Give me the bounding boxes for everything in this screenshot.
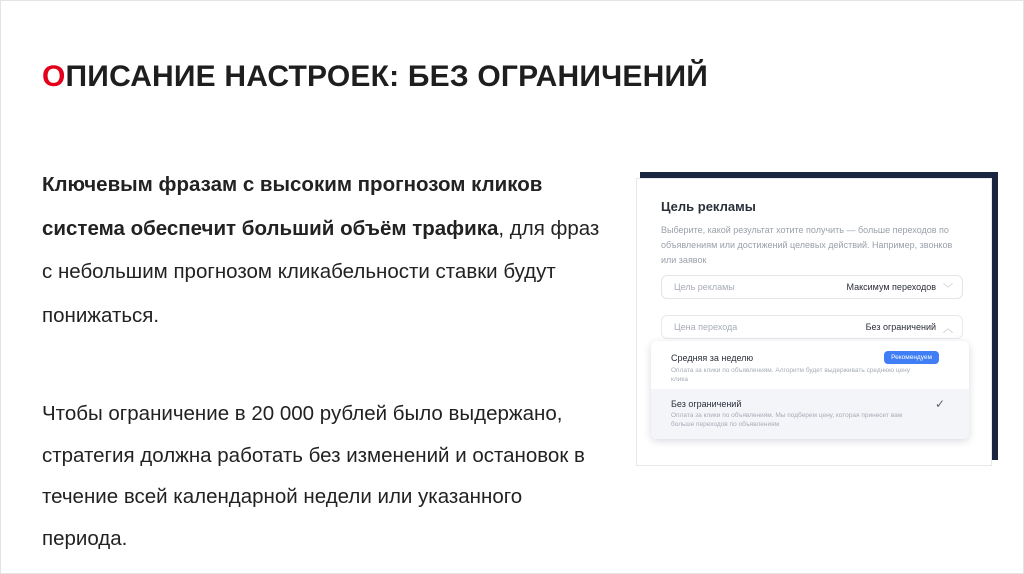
option-description: Оплата за клики по объявлениям. Мы подберем цену, которая принесет вам больше переходов по объявлениям	[671, 412, 903, 428]
title-text: ПИСАНИЕ НАСТРОЕК: БЕЗ ОГРАНИЧЕНИЙ	[65, 60, 709, 93]
slide-title	[42, 60, 708, 94]
ad-goal-screenshot	[636, 178, 992, 466]
option-description: Оплата за клики по объявлениям. Алгоритм будет выдерживать среднюю цену клика	[671, 367, 910, 383]
screenshot-description: Выберите, какой результат хотите получить — больше переходов по объявлениям или достижений целевых действий. Например, звонков или заявок	[661, 225, 953, 265]
goal-select-label: Цель рекламы	[674, 282, 735, 292]
recommended-badge: Рекомендуем	[884, 351, 939, 364]
chevron-up-icon: ︿	[943, 324, 953, 335]
paragraph-limit: Чтобы ограничение в 20 000 рублей было выдержано, стратегия должна работать без изменений и остановок в течение всей календарной недели или указанного периода.	[42, 402, 585, 550]
price-select-label: Цена перехода	[674, 322, 738, 332]
paragraph-traffic-rest: , для фраз с небольшим прогнозом кликабельности ставки будут понижаться.	[42, 216, 600, 327]
check-icon: ✓	[934, 397, 945, 411]
option-unlimited[interactable]	[651, 389, 969, 439]
price-dropdown	[651, 341, 969, 439]
option-title: Без ограничений	[671, 399, 742, 409]
screenshot-title: Цель рекламы	[661, 199, 756, 214]
option-title: Средняя за неделю	[671, 353, 754, 363]
price-select-value: Без ограничений	[865, 322, 936, 332]
paragraph-traffic	[42, 163, 602, 337]
chevron-down-icon: ﹀	[943, 284, 953, 295]
paragraph-traffic-bold: Ключевым фразам с высоким прогнозом кликов система обеспечит больший объём трафика	[42, 173, 543, 240]
goal-select-value: Максимум переходов	[846, 282, 936, 292]
title-accent-letter: О	[42, 60, 66, 93]
option-weekly-average[interactable]	[651, 341, 969, 387]
goal-select[interactable]	[661, 275, 963, 299]
price-select[interactable]	[661, 315, 963, 339]
